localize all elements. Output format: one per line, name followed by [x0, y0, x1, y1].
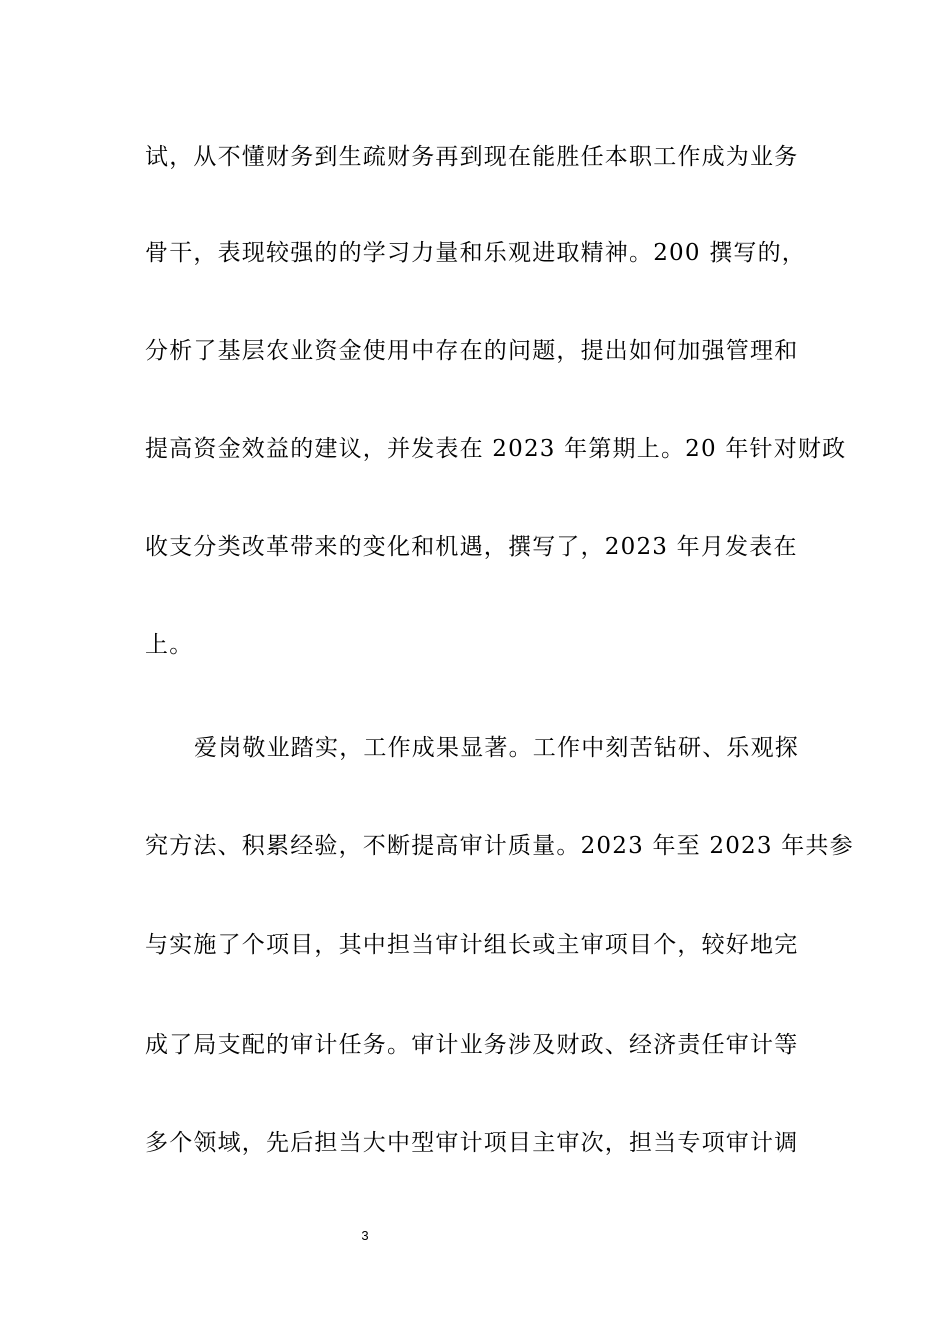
text-line: 收支分类改革带来的变化和机遇，撰写了，2023 年月发表在 [145, 534, 798, 560]
text-line: 分析了基层农业资金使用中存在的问题，提出如何加强管理和 [145, 338, 799, 364]
text-line: 上。 [145, 632, 194, 658]
page-number: 3 [361, 1228, 369, 1243]
text-line: 与实施了个项目，其中担当审计组长或主审项目个，较好地完 [145, 932, 799, 958]
text-line: 究方法、积累经验，不断提高审计质量。2023 年至 2023 年共参 [145, 833, 854, 859]
text-line: 试，从不懂财务到生疏财务再到现在能胜任本职工作成为业务 [145, 144, 799, 170]
text-line: 多个领域，先后担当大中型审计项目主审次，担当专项审计调 [145, 1130, 799, 1156]
text-line: 成了局支配的审计任务。审计业务涉及财政、经济责任审计等 [145, 1032, 799, 1058]
text-line: 爱岗敬业踏实，工作成果显著。工作中刻苦钻研、乐观探 [194, 735, 799, 761]
text-line: 提高资金效益的建议，并发表在 2023 年第期上。20 年针对财政 [145, 436, 847, 462]
text-line: 骨干，表现较强的的学习力量和乐观进取精神。200 撰写的， [145, 240, 807, 266]
